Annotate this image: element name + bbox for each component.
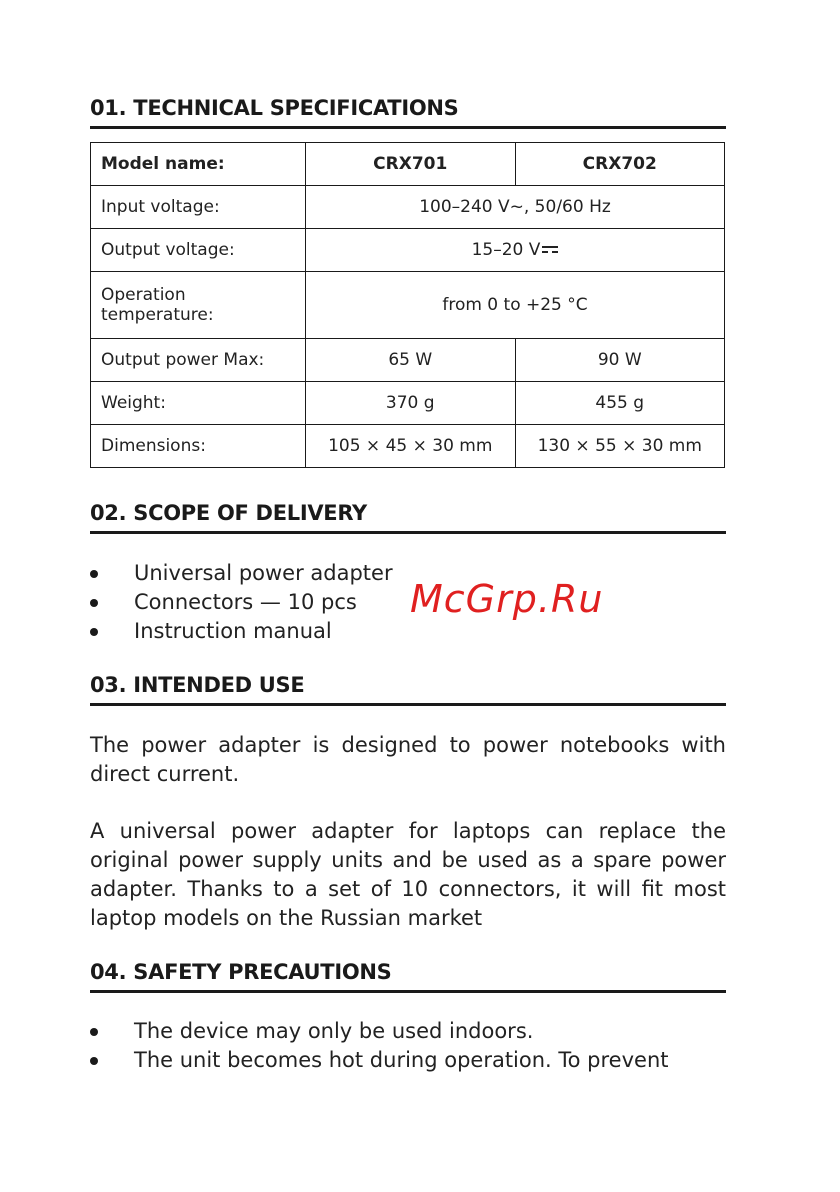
list-item [90,559,726,588]
input-voltage-value: 100–240 V~, 50/60 Hz [306,186,725,229]
output-power-model-a: 65 W [306,339,516,382]
dimensions-label: Dimensions: [91,425,306,468]
list-item [90,1017,726,1046]
table-row [91,339,725,382]
table-row [91,272,725,339]
table-row [91,229,725,272]
bullet-icon [90,1028,98,1036]
safety-list [90,1017,726,1075]
section-title-technical-specifications: 01. TECHNICAL SPECIFICATIONS [90,96,726,129]
bullet-icon [90,628,98,636]
list-item [90,588,726,617]
operation-temperature-value: from 0 to +25 °C [306,272,725,339]
list-item-text: Connectors — 10 pcs [134,590,357,614]
dimensions-model-a: 105 × 45 × 30 mm [306,425,516,468]
list-item [90,617,726,646]
list-item-text: The device may only be used indoors. [134,1019,534,1043]
watermark-text: McGrp.Ru [410,577,604,621]
intended-use-paragraph-2: A universal power adapter for laptops can replace the original power supply units and be used as a spare power adapter. Thanks to a set of 10 connectors, it will fit most laptop models on the Russian market [90,819,726,930]
table-header-label: Model name: [91,143,306,186]
table-row [91,425,725,468]
intended-use-paragraph-1: The power adapter is designed to power notebooks with direct current. [90,733,726,786]
output-power-model-b: 90 W [515,339,725,382]
list-item [90,1046,726,1075]
list-item-text: The unit becomes hot during operation. To prevent [134,1048,669,1072]
input-voltage-label: Input voltage: [91,186,306,229]
table-row [91,143,725,186]
weight-model-a: 370 g [306,382,516,425]
table-row [91,382,725,425]
operation-temperature-label-line1: Operation [101,285,186,305]
operation-temperature-label-line2: temperature: [101,305,214,325]
weight-model-b: 455 g [515,382,725,425]
section-title-safety-precautions: 04. SAFETY PRECAUTIONS [90,960,726,993]
dimensions-model-b: 130 × 55 × 30 mm [515,425,725,468]
list-item-text: Instruction manual [134,619,332,643]
bullet-icon [90,570,98,578]
bullet-icon [90,599,98,607]
list-item-text: Universal power adapter [134,561,393,585]
operation-temperature-label [91,272,306,339]
section-title-intended-use: 03. INTENDED USE [90,673,726,706]
bullet-icon [90,1057,98,1065]
output-power-label: Output power Max: [91,339,306,382]
output-voltage-cell [306,229,725,272]
direct-current-icon [542,246,558,255]
output-voltage-label: Output voltage: [91,229,306,272]
table-row [91,186,725,229]
output-voltage-value: 15–20 V [471,240,541,260]
specifications-table [90,142,725,468]
weight-label: Weight: [91,382,306,425]
delivery-list [90,559,726,646]
table-header-model-a: CRX701 [306,143,516,186]
section-title-scope-of-delivery: 02. SCOPE OF DELIVERY [90,501,726,534]
table-header-model-b: CRX702 [515,143,725,186]
